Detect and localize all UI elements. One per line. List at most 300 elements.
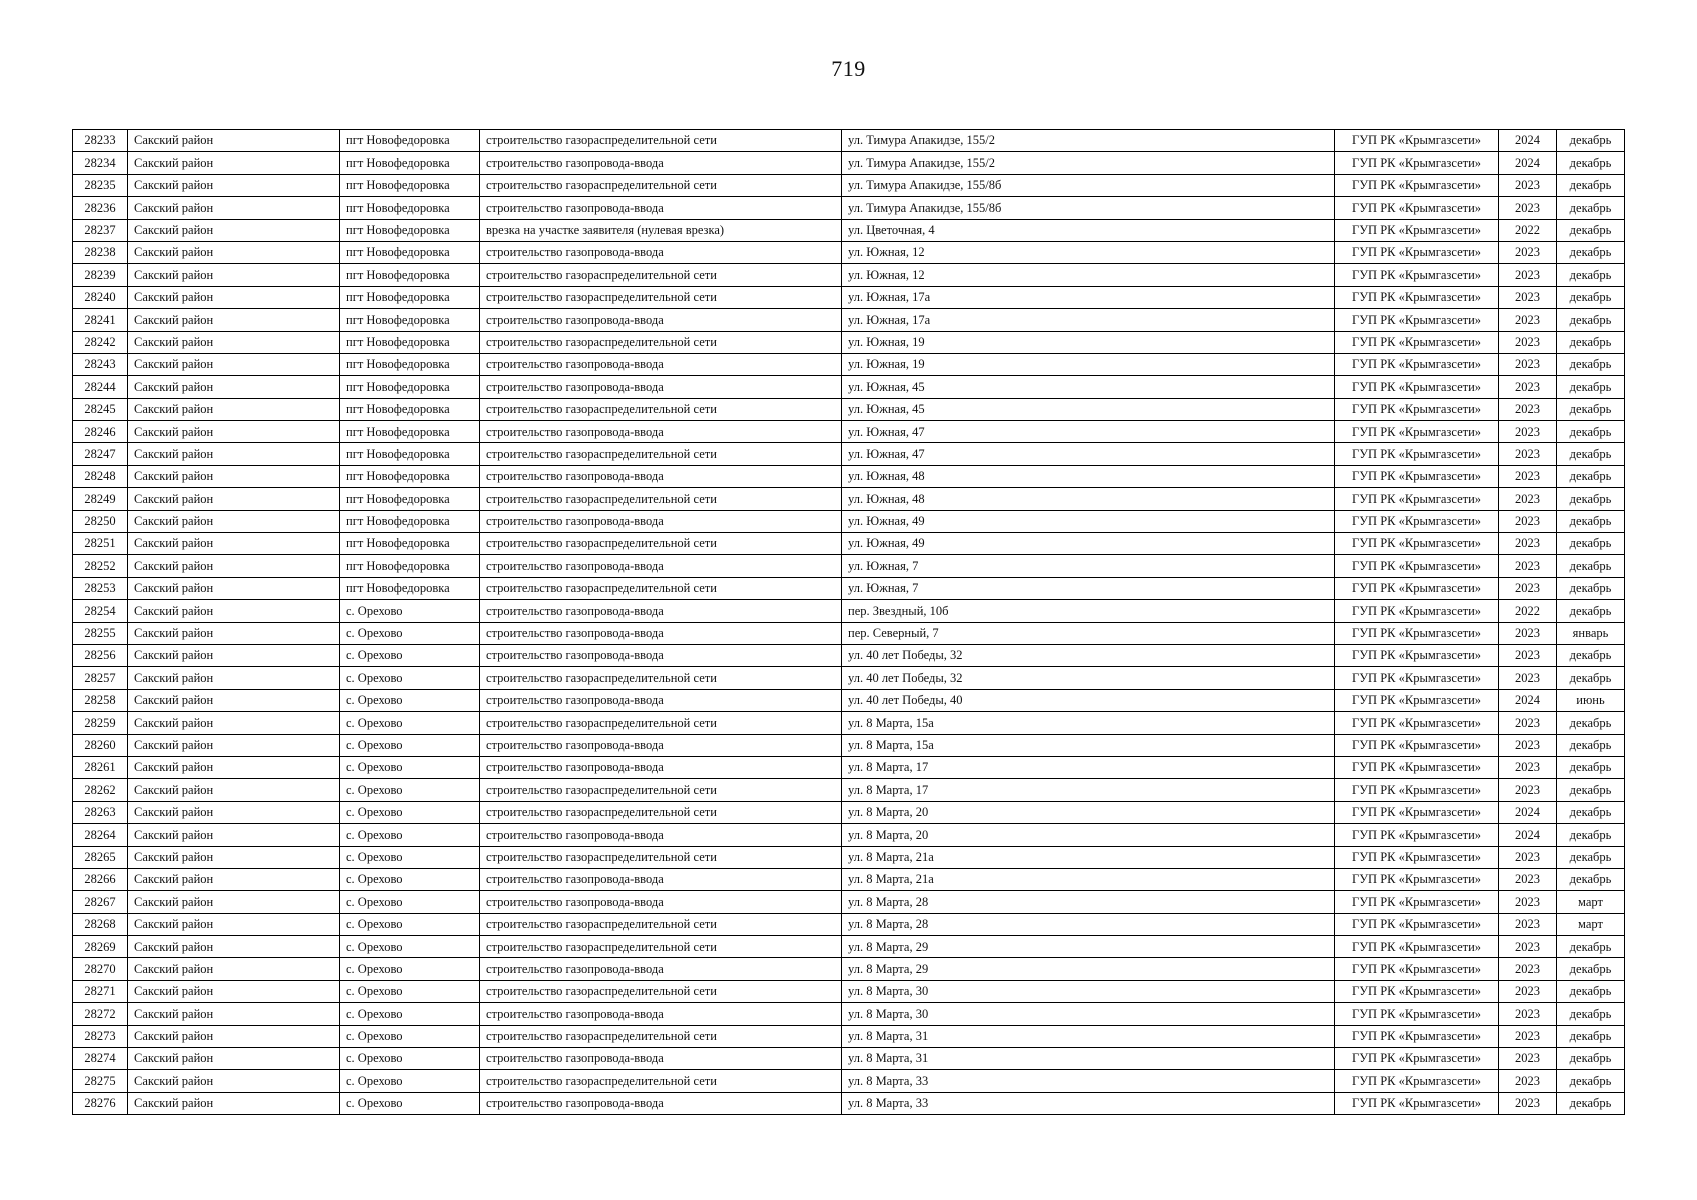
- address-cell: ул. 8 Марта, 29: [842, 936, 1335, 958]
- organization-cell: ГУП РК «Крымгазсети»: [1335, 465, 1499, 487]
- work-type-cell: строительство газораспределительной сети: [480, 779, 842, 801]
- row-number: 28259: [73, 712, 128, 734]
- district-cell: Сакский район: [128, 309, 340, 331]
- work-type-cell: строительство газораспределительной сети: [480, 913, 842, 935]
- year-cell: 2023: [1499, 980, 1557, 1002]
- work-type-cell: строительство газораспределительной сети: [480, 980, 842, 1002]
- row-number: 28262: [73, 779, 128, 801]
- row-number: 28249: [73, 488, 128, 510]
- locality-cell: с. Орехово: [340, 756, 480, 778]
- organization-cell: ГУП РК «Крымгазсети»: [1335, 712, 1499, 734]
- work-type-cell: строительство газопровода-ввода: [480, 1092, 842, 1114]
- table-row: [73, 734, 1625, 756]
- table-row: [73, 712, 1625, 734]
- locality-cell: пгт Новофедоровка: [340, 577, 480, 599]
- work-type-cell: строительство газораспределительной сети: [480, 846, 842, 868]
- address-cell: ул. 40 лет Победы, 32: [842, 644, 1335, 666]
- address-cell: ул. 8 Марта, 29: [842, 958, 1335, 980]
- month-cell: декабрь: [1557, 1070, 1625, 1092]
- work-type-cell: строительство газопровода-ввода: [480, 510, 842, 532]
- locality-cell: пгт Новофедоровка: [340, 510, 480, 532]
- year-cell: 2023: [1499, 913, 1557, 935]
- year-cell: 2023: [1499, 241, 1557, 263]
- district-cell: Сакский район: [128, 712, 340, 734]
- month-cell: декабрь: [1557, 443, 1625, 465]
- year-cell: 2023: [1499, 756, 1557, 778]
- district-cell: Сакский район: [128, 510, 340, 532]
- table-row: [73, 241, 1625, 263]
- month-cell: декабрь: [1557, 644, 1625, 666]
- table-row: [73, 510, 1625, 532]
- organization-cell: ГУП РК «Крымгазсети»: [1335, 1070, 1499, 1092]
- district-cell: Сакский район: [128, 958, 340, 980]
- year-cell: 2024: [1499, 130, 1557, 152]
- row-number: 28270: [73, 958, 128, 980]
- district-cell: Сакский район: [128, 331, 340, 353]
- address-cell: ул. Тимура Апакидзе, 155/8б: [842, 174, 1335, 196]
- month-cell: декабрь: [1557, 958, 1625, 980]
- locality-cell: пгт Новофедоровка: [340, 174, 480, 196]
- year-cell: 2024: [1499, 824, 1557, 846]
- work-type-cell: строительство газопровода-ввода: [480, 376, 842, 398]
- table-row: [73, 286, 1625, 308]
- year-cell: 2023: [1499, 264, 1557, 286]
- year-cell: 2023: [1499, 622, 1557, 644]
- year-cell: 2023: [1499, 846, 1557, 868]
- district-cell: Сакский район: [128, 219, 340, 241]
- locality-cell: пгт Новофедоровка: [340, 331, 480, 353]
- month-cell: декабрь: [1557, 846, 1625, 868]
- district-cell: Сакский район: [128, 801, 340, 823]
- row-number: 28247: [73, 443, 128, 465]
- address-cell: ул. Южная, 49: [842, 510, 1335, 532]
- address-cell: ул. Южная, 17а: [842, 286, 1335, 308]
- organization-cell: ГУП РК «Крымгазсети»: [1335, 219, 1499, 241]
- table-body: [73, 130, 1625, 1115]
- month-cell: декабрь: [1557, 936, 1625, 958]
- locality-cell: пгт Новофедоровка: [340, 555, 480, 577]
- district-cell: Сакский район: [128, 533, 340, 555]
- district-cell: Сакский район: [128, 152, 340, 174]
- address-cell: ул. 40 лет Победы, 32: [842, 667, 1335, 689]
- row-number: 28236: [73, 197, 128, 219]
- address-cell: ул. 8 Марта, 31: [842, 1048, 1335, 1070]
- district-cell: Сакский район: [128, 868, 340, 890]
- registry-table: [72, 129, 1625, 1115]
- year-cell: 2023: [1499, 868, 1557, 890]
- locality-cell: пгт Новофедоровка: [340, 533, 480, 555]
- row-number: 28254: [73, 600, 128, 622]
- year-cell: 2023: [1499, 488, 1557, 510]
- work-type-cell: строительство газопровода-ввода: [480, 891, 842, 913]
- district-cell: Сакский район: [128, 577, 340, 599]
- district-cell: Сакский район: [128, 936, 340, 958]
- locality-cell: пгт Новофедоровка: [340, 353, 480, 375]
- year-cell: 2023: [1499, 1048, 1557, 1070]
- year-cell: 2023: [1499, 376, 1557, 398]
- address-cell: пер. Северный, 7: [842, 622, 1335, 644]
- table-row: [73, 174, 1625, 196]
- year-cell: 2023: [1499, 286, 1557, 308]
- locality-cell: с. Орехово: [340, 1003, 480, 1025]
- locality-cell: с. Орехово: [340, 891, 480, 913]
- month-cell: декабрь: [1557, 600, 1625, 622]
- year-cell: 2022: [1499, 600, 1557, 622]
- address-cell: ул. Тимура Апакидзе, 155/8б: [842, 197, 1335, 219]
- locality-cell: с. Орехово: [340, 600, 480, 622]
- address-cell: ул. 40 лет Победы, 40: [842, 689, 1335, 711]
- table-row: [73, 891, 1625, 913]
- district-cell: Сакский район: [128, 376, 340, 398]
- month-cell: декабрь: [1557, 980, 1625, 1002]
- organization-cell: ГУП РК «Крымгазсети»: [1335, 980, 1499, 1002]
- month-cell: декабрь: [1557, 264, 1625, 286]
- row-number: 28256: [73, 644, 128, 666]
- address-cell: ул. 8 Марта, 28: [842, 913, 1335, 935]
- row-number: 28261: [73, 756, 128, 778]
- work-type-cell: врезка на участке заявителя (нулевая врезка): [480, 219, 842, 241]
- organization-cell: ГУП РК «Крымгазсети»: [1335, 1003, 1499, 1025]
- district-cell: Сакский район: [128, 197, 340, 219]
- locality-cell: с. Орехово: [340, 644, 480, 666]
- table-row: [73, 1025, 1625, 1047]
- address-cell: ул. 8 Марта, 28: [842, 891, 1335, 913]
- row-number: 28257: [73, 667, 128, 689]
- organization-cell: ГУП РК «Крымгазсети»: [1335, 398, 1499, 420]
- row-number: 28241: [73, 309, 128, 331]
- work-type-cell: строительство газораспределительной сети: [480, 936, 842, 958]
- work-type-cell: строительство газопровода-ввода: [480, 644, 842, 666]
- work-type-cell: строительство газопровода-ввода: [480, 152, 842, 174]
- organization-cell: ГУП РК «Крымгазсети»: [1335, 264, 1499, 286]
- work-type-cell: строительство газораспределительной сети: [480, 264, 842, 286]
- month-cell: декабрь: [1557, 1048, 1625, 1070]
- work-type-cell: строительство газопровода-ввода: [480, 689, 842, 711]
- locality-cell: с. Орехово: [340, 1048, 480, 1070]
- row-number: 28251: [73, 533, 128, 555]
- year-cell: 2023: [1499, 510, 1557, 532]
- district-cell: Сакский район: [128, 398, 340, 420]
- work-type-cell: строительство газопровода-ввода: [480, 421, 842, 443]
- month-cell: декабрь: [1557, 801, 1625, 823]
- year-cell: 2024: [1499, 152, 1557, 174]
- table-row: [73, 1070, 1625, 1092]
- organization-cell: ГУП РК «Крымгазсети»: [1335, 331, 1499, 353]
- table-row: [73, 197, 1625, 219]
- year-cell: 2024: [1499, 801, 1557, 823]
- work-type-cell: строительство газораспределительной сети: [480, 667, 842, 689]
- row-number: 28248: [73, 465, 128, 487]
- district-cell: Сакский район: [128, 130, 340, 152]
- year-cell: 2023: [1499, 465, 1557, 487]
- locality-cell: с. Орехово: [340, 801, 480, 823]
- row-number: 28237: [73, 219, 128, 241]
- month-cell: декабрь: [1557, 577, 1625, 599]
- row-number: 28242: [73, 331, 128, 353]
- year-cell: 2023: [1499, 712, 1557, 734]
- locality-cell: с. Орехово: [340, 734, 480, 756]
- table-row: [73, 801, 1625, 823]
- work-type-cell: строительство газораспределительной сети: [480, 488, 842, 510]
- address-cell: ул. Южная, 12: [842, 264, 1335, 286]
- work-type-cell: строительство газопровода-ввода: [480, 353, 842, 375]
- table-row: [73, 600, 1625, 622]
- organization-cell: ГУП РК «Крымгазсети»: [1335, 824, 1499, 846]
- address-cell: ул. Южная, 49: [842, 533, 1335, 555]
- work-type-cell: строительство газораспределительной сети: [480, 130, 842, 152]
- district-cell: Сакский район: [128, 644, 340, 666]
- address-cell: ул. Южная, 47: [842, 443, 1335, 465]
- year-cell: 2023: [1499, 1070, 1557, 1092]
- organization-cell: ГУП РК «Крымгазсети»: [1335, 913, 1499, 935]
- district-cell: Сакский район: [128, 1025, 340, 1047]
- locality-cell: пгт Новофедоровка: [340, 219, 480, 241]
- year-cell: 2023: [1499, 398, 1557, 420]
- address-cell: ул. Тимура Апакидзе, 155/2: [842, 152, 1335, 174]
- organization-cell: ГУП РК «Крымгазсети»: [1335, 868, 1499, 890]
- district-cell: Сакский район: [128, 913, 340, 935]
- locality-cell: с. Орехово: [340, 689, 480, 711]
- year-cell: 2022: [1499, 219, 1557, 241]
- address-cell: ул. Южная, 48: [842, 488, 1335, 510]
- district-cell: Сакский район: [128, 667, 340, 689]
- work-type-cell: строительство газопровода-ввода: [480, 734, 842, 756]
- row-number: 28243: [73, 353, 128, 375]
- table-row: [73, 689, 1625, 711]
- table-row: [73, 644, 1625, 666]
- table-row: [73, 958, 1625, 980]
- district-cell: Сакский район: [128, 980, 340, 1002]
- district-cell: Сакский район: [128, 756, 340, 778]
- row-number: 28274: [73, 1048, 128, 1070]
- organization-cell: ГУП РК «Крымгазсети»: [1335, 779, 1499, 801]
- locality-cell: с. Орехово: [340, 913, 480, 935]
- address-cell: ул. Южная, 48: [842, 465, 1335, 487]
- table-row: [73, 398, 1625, 420]
- row-number: 28245: [73, 398, 128, 420]
- district-cell: Сакский район: [128, 1048, 340, 1070]
- year-cell: 2023: [1499, 197, 1557, 219]
- district-cell: Сакский район: [128, 1092, 340, 1114]
- table-row: [73, 219, 1625, 241]
- row-number: 28266: [73, 868, 128, 890]
- address-cell: ул. 8 Марта, 33: [842, 1092, 1335, 1114]
- locality-cell: пгт Новофедоровка: [340, 465, 480, 487]
- organization-cell: ГУП РК «Крымгазсети»: [1335, 443, 1499, 465]
- table-row: [73, 331, 1625, 353]
- address-cell: ул. Южная, 7: [842, 555, 1335, 577]
- work-type-cell: строительство газопровода-ввода: [480, 309, 842, 331]
- organization-cell: ГУП РК «Крымгазсети»: [1335, 958, 1499, 980]
- month-cell: декабрь: [1557, 533, 1625, 555]
- year-cell: 2023: [1499, 555, 1557, 577]
- row-number: 28273: [73, 1025, 128, 1047]
- year-cell: 2023: [1499, 936, 1557, 958]
- month-cell: декабрь: [1557, 309, 1625, 331]
- organization-cell: ГУП РК «Крымгазсети»: [1335, 1025, 1499, 1047]
- district-cell: Сакский район: [128, 488, 340, 510]
- locality-cell: пгт Новофедоровка: [340, 264, 480, 286]
- address-cell: ул. 8 Марта, 20: [842, 824, 1335, 846]
- organization-cell: ГУП РК «Крымгазсети»: [1335, 510, 1499, 532]
- address-cell: ул. 8 Марта, 17: [842, 756, 1335, 778]
- work-type-cell: строительство газопровода-ввода: [480, 197, 842, 219]
- table-row: [73, 779, 1625, 801]
- district-cell: Сакский район: [128, 353, 340, 375]
- locality-cell: пгт Новофедоровка: [340, 398, 480, 420]
- locality-cell: пгт Новофедоровка: [340, 421, 480, 443]
- district-cell: Сакский район: [128, 1070, 340, 1092]
- month-cell: март: [1557, 913, 1625, 935]
- district-cell: Сакский район: [128, 264, 340, 286]
- row-number: 28267: [73, 891, 128, 913]
- month-cell: декабрь: [1557, 219, 1625, 241]
- address-cell: ул. Тимура Апакидзе, 155/2: [842, 130, 1335, 152]
- address-cell: ул. 8 Марта, 17: [842, 779, 1335, 801]
- work-type-cell: строительство газопровода-ввода: [480, 1003, 842, 1025]
- address-cell: ул. 8 Марта, 33: [842, 1070, 1335, 1092]
- year-cell: 2023: [1499, 577, 1557, 599]
- year-cell: 2023: [1499, 309, 1557, 331]
- work-type-cell: строительство газораспределительной сети: [480, 286, 842, 308]
- row-number: 28269: [73, 936, 128, 958]
- locality-cell: пгт Новофедоровка: [340, 309, 480, 331]
- year-cell: 2023: [1499, 353, 1557, 375]
- organization-cell: ГУП РК «Крымгазсети»: [1335, 644, 1499, 666]
- table-row: [73, 443, 1625, 465]
- work-type-cell: строительство газораспределительной сети: [480, 331, 842, 353]
- month-cell: декабрь: [1557, 130, 1625, 152]
- address-cell: ул. 8 Марта, 21а: [842, 868, 1335, 890]
- locality-cell: с. Орехово: [340, 667, 480, 689]
- row-number: 28271: [73, 980, 128, 1002]
- address-cell: ул. Южная, 45: [842, 398, 1335, 420]
- work-type-cell: строительство газопровода-ввода: [480, 555, 842, 577]
- month-cell: декабрь: [1557, 1092, 1625, 1114]
- district-cell: Сакский район: [128, 286, 340, 308]
- month-cell: декабрь: [1557, 331, 1625, 353]
- organization-cell: ГУП РК «Крымгазсети»: [1335, 130, 1499, 152]
- address-cell: ул. Цветочная, 4: [842, 219, 1335, 241]
- organization-cell: ГУП РК «Крымгазсети»: [1335, 801, 1499, 823]
- organization-cell: ГУП РК «Крымгазсети»: [1335, 936, 1499, 958]
- month-cell: декабрь: [1557, 488, 1625, 510]
- organization-cell: ГУП РК «Крымгазсети»: [1335, 286, 1499, 308]
- organization-cell: ГУП РК «Крымгазсети»: [1335, 1092, 1499, 1114]
- district-cell: Сакский район: [128, 1003, 340, 1025]
- locality-cell: пгт Новофедоровка: [340, 241, 480, 263]
- row-number: 28265: [73, 846, 128, 868]
- year-cell: 2023: [1499, 667, 1557, 689]
- locality-cell: с. Орехово: [340, 1070, 480, 1092]
- locality-cell: пгт Новофедоровка: [340, 197, 480, 219]
- organization-cell: ГУП РК «Крымгазсети»: [1335, 756, 1499, 778]
- organization-cell: ГУП РК «Крымгазсети»: [1335, 577, 1499, 599]
- row-number: 28239: [73, 264, 128, 286]
- locality-cell: с. Орехово: [340, 1092, 480, 1114]
- month-cell: декабрь: [1557, 421, 1625, 443]
- table-row: [73, 846, 1625, 868]
- work-type-cell: строительство газораспределительной сети: [480, 1025, 842, 1047]
- district-cell: Сакский район: [128, 622, 340, 644]
- organization-cell: ГУП РК «Крымгазсети»: [1335, 555, 1499, 577]
- table-row: [73, 465, 1625, 487]
- year-cell: 2023: [1499, 331, 1557, 353]
- district-cell: Сакский район: [128, 779, 340, 801]
- row-number: 28263: [73, 801, 128, 823]
- table-row: [73, 622, 1625, 644]
- work-type-cell: строительство газораспределительной сети: [480, 533, 842, 555]
- year-cell: 2023: [1499, 1003, 1557, 1025]
- month-cell: декабрь: [1557, 734, 1625, 756]
- year-cell: 2023: [1499, 891, 1557, 913]
- table-row: [73, 376, 1625, 398]
- row-number: 28260: [73, 734, 128, 756]
- table-row: [73, 1048, 1625, 1070]
- year-cell: 2023: [1499, 958, 1557, 980]
- year-cell: 2023: [1499, 1025, 1557, 1047]
- year-cell: 2024: [1499, 689, 1557, 711]
- month-cell: декабрь: [1557, 712, 1625, 734]
- organization-cell: ГУП РК «Крымгазсети»: [1335, 622, 1499, 644]
- work-type-cell: строительство газораспределительной сети: [480, 443, 842, 465]
- month-cell: декабрь: [1557, 197, 1625, 219]
- month-cell: декабрь: [1557, 510, 1625, 532]
- month-cell: декабрь: [1557, 868, 1625, 890]
- table-row: [73, 533, 1625, 555]
- year-cell: 2023: [1499, 779, 1557, 801]
- table-row: [73, 421, 1625, 443]
- page-number: 719: [831, 56, 866, 81]
- address-cell: ул. 8 Марта, 21а: [842, 846, 1335, 868]
- locality-cell: пгт Новофедоровка: [340, 376, 480, 398]
- address-cell: ул. Южная, 19: [842, 331, 1335, 353]
- work-type-cell: строительство газопровода-ввода: [480, 465, 842, 487]
- locality-cell: с. Орехово: [340, 779, 480, 801]
- locality-cell: с. Орехово: [340, 1025, 480, 1047]
- table-row: [73, 555, 1625, 577]
- row-number: 28233: [73, 130, 128, 152]
- locality-cell: с. Орехово: [340, 868, 480, 890]
- district-cell: Сакский район: [128, 421, 340, 443]
- work-type-cell: строительство газораспределительной сети: [480, 712, 842, 734]
- address-cell: ул. Южная, 12: [842, 241, 1335, 263]
- district-cell: Сакский район: [128, 846, 340, 868]
- locality-cell: пгт Новофедоровка: [340, 152, 480, 174]
- table-row: [73, 667, 1625, 689]
- year-cell: 2023: [1499, 174, 1557, 196]
- organization-cell: ГУП РК «Крымгазсети»: [1335, 174, 1499, 196]
- table-row: [73, 1003, 1625, 1025]
- district-cell: Сакский район: [128, 555, 340, 577]
- organization-cell: ГУП РК «Крымгазсети»: [1335, 421, 1499, 443]
- locality-cell: с. Орехово: [340, 622, 480, 644]
- locality-cell: с. Орехово: [340, 958, 480, 980]
- locality-cell: с. Орехово: [340, 936, 480, 958]
- row-number: 28275: [73, 1070, 128, 1092]
- table-row: [73, 980, 1625, 1002]
- month-cell: декабрь: [1557, 1025, 1625, 1047]
- address-cell: ул. 8 Марта, 30: [842, 1003, 1335, 1025]
- locality-cell: с. Орехово: [340, 712, 480, 734]
- district-cell: Сакский район: [128, 600, 340, 622]
- row-number: 28252: [73, 555, 128, 577]
- organization-cell: ГУП РК «Крымгазсети»: [1335, 600, 1499, 622]
- month-cell: декабрь: [1557, 241, 1625, 263]
- month-cell: декабрь: [1557, 465, 1625, 487]
- year-cell: 2023: [1499, 644, 1557, 666]
- district-cell: Сакский район: [128, 734, 340, 756]
